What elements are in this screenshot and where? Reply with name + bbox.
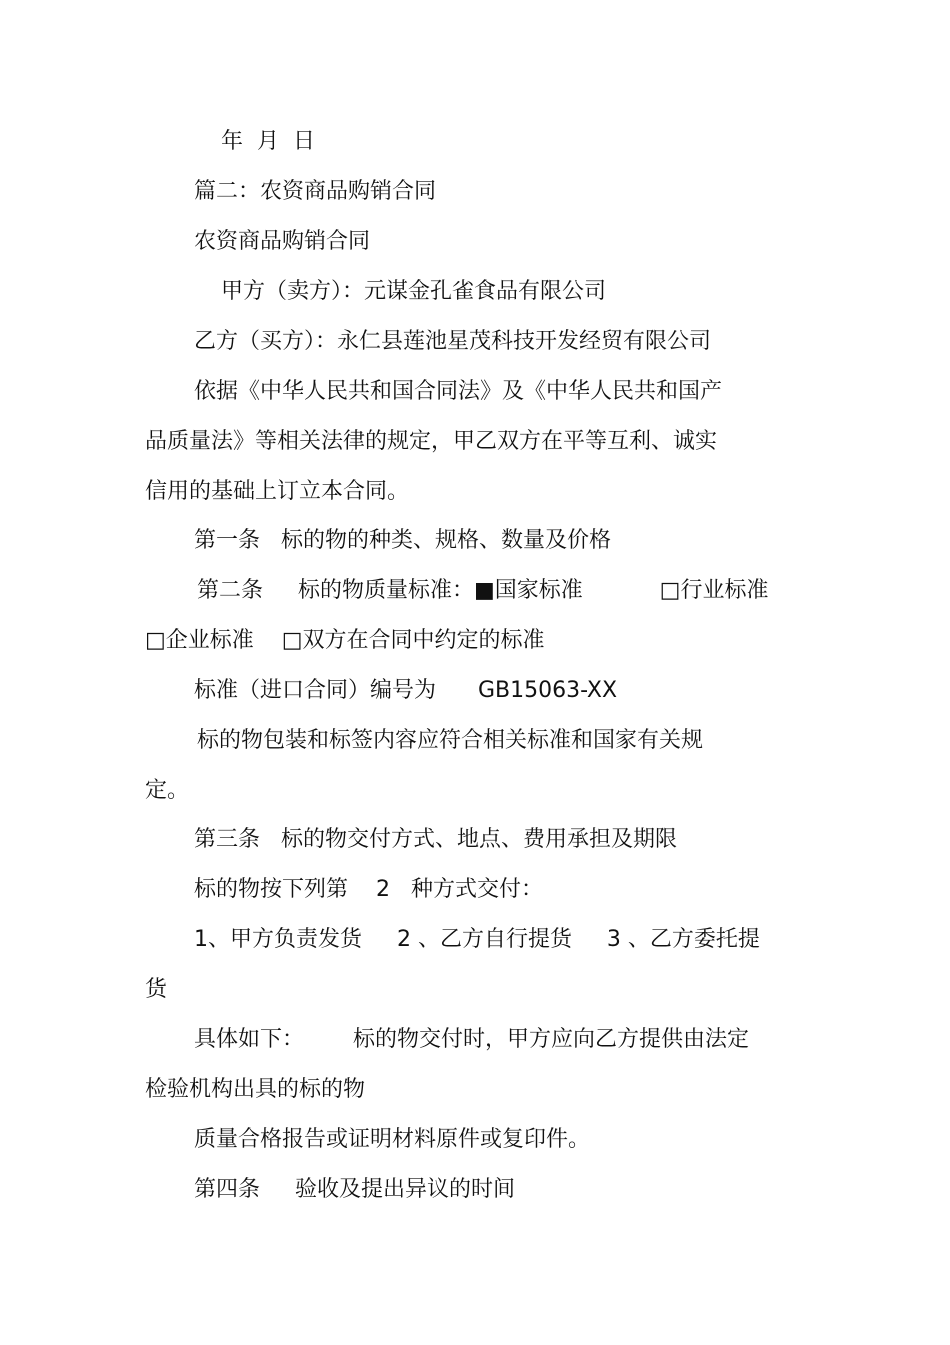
date-line: 年 月 日 xyxy=(221,129,315,154)
paragraph-line: 定。 xyxy=(145,778,190,803)
paragraph-line: 具体如下： 标的物交付时，甲方应向乙方提供由法定 xyxy=(194,1027,749,1052)
contract-title: 农资商品购销合同 xyxy=(194,229,371,254)
delivery-options-line: 1、甲方负责发货 2 、乙方自行提货 3 、乙方委托提 xyxy=(194,927,760,952)
paragraph-line: 检验机构出具的标的物 xyxy=(145,1077,366,1102)
article-2-line: 第二条 标的物质量标准：■国家标准 □行业标准 xyxy=(197,578,769,603)
paragraph-line: 信用的基础上订立本合同。 xyxy=(145,479,410,504)
party-a-line: 甲方（卖方）：元谋金孔雀食品有限公司 xyxy=(221,279,607,304)
article-4-heading: 第四条 验收及提出异议的时间 xyxy=(194,1177,515,1202)
standard-options-line: □企业标准 □双方在合同中约定的标准 xyxy=(145,628,545,653)
party-b-line: 乙方（买方）：永仁县莲池星茂科技开发经贸有限公司 xyxy=(194,329,712,354)
paragraph-line: 质量合格报告或证明材料原件或复印件。 xyxy=(194,1127,591,1152)
article-1-heading: 第一条 标的物的种类、规格、数量及价格 xyxy=(194,528,611,553)
section-heading: 篇二：农资商品购销合同 xyxy=(194,179,437,204)
paragraph-line: 品质量法》等相关法律的规定，甲乙双方在平等互利、诚实 xyxy=(145,429,718,454)
paragraph-line: 依据《中华人民共和国合同法》及《中华人民共和国产 xyxy=(194,379,723,404)
article-3-heading: 第三条 标的物交付方式、地点、费用承担及期限 xyxy=(194,827,677,852)
paragraph-line: 标的物包装和标签内容应符合相关标准和国家有关规 xyxy=(197,728,704,753)
standard-number-line: 标准（进口合同）编号为 GB15063-XX xyxy=(194,678,618,703)
paragraph-line: 货 xyxy=(145,977,168,1002)
delivery-method-line: 标的物按下列第 2 种方式交付： xyxy=(194,877,543,902)
